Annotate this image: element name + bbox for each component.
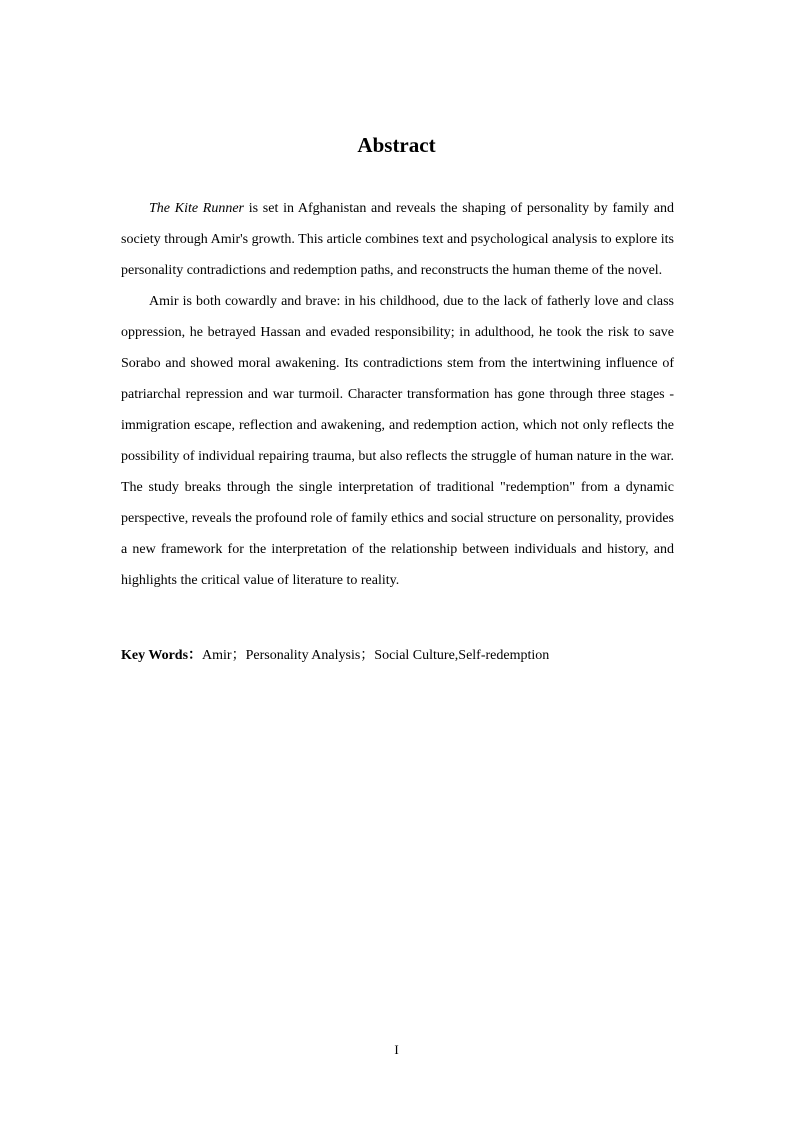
keywords-value: Amir；Personality Analysis；Social Culture,Self-redemption [202,648,550,663]
paragraph-1-text: is set in Afghanistan and reveals the shaping of personality by family and society through Amir's growth. This article combines text and psychological analysis to explore its personality contradictions and redemption paths, and reconstructs the human theme of the novel. [121,201,674,278]
page-title: Abstract [357,133,436,157]
keywords-label: Key Words： [121,648,203,663]
page-number: I [394,1042,399,1057]
novel-title: The Kite Runner [149,201,244,216]
paragraph-2-text: Amir is both cowardly and brave: in his childhood, due to the lack of fatherly love and class oppression, he betrayed Hassan and evaded responsibility; in adulthood, he took the risk to save Sorabo and showed moral awakening. Its contradictions stem from the intertwining influence of patriarchal repression and war turmoil. Character transformation has gone through three stages - immigration escape, reflection and awakening, and redemption action, which not only reflects the possibility of individual repairing trauma, but also reflects the struggle of human nature in the war. The study breaks through the single interpretation of traditional "redemption" from a dynamic perspective, reveals the profound role of family ethics and social structure on personality, provides a new framework for the interpretation of the relationship between individuals and history, and highlights the critical value of literature to reality. [121,294,674,588]
abstract-paragraph-1 [121,193,674,286]
abstract-body [121,193,674,596]
abstract-paragraph-2 [121,286,674,596]
keywords-line [121,640,681,671]
